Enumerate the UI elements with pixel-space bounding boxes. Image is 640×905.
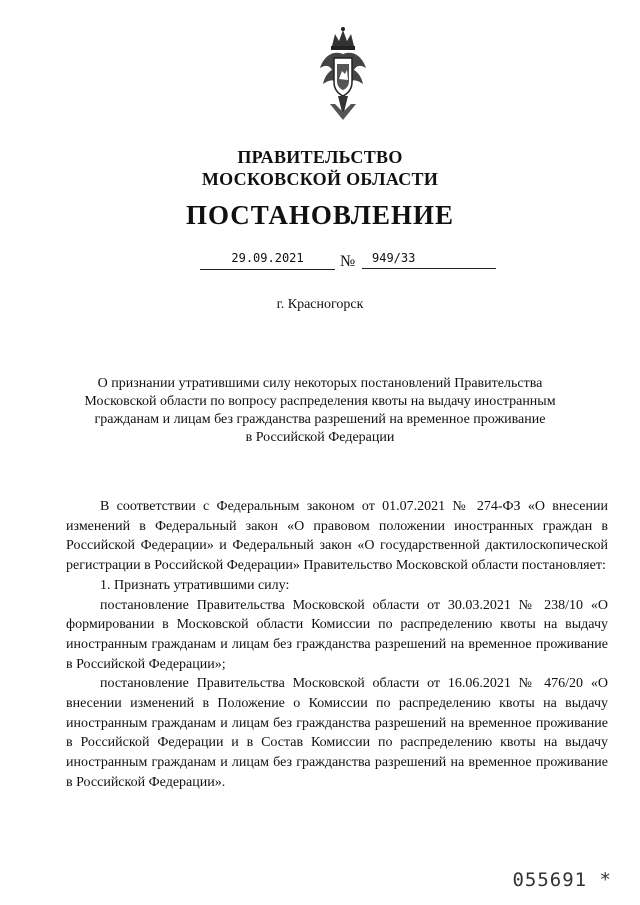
city: г. Красногорск	[276, 297, 364, 312]
item-1-paragraph: 1. Признать утратившими силу:	[100, 577, 290, 593]
government-name	[0, 146, 640, 190]
document-type: ПОСТАНОВЛЕНИЕ	[185, 200, 455, 230]
document-number: 949/33	[362, 249, 496, 269]
document-date: 29.09.2021	[200, 249, 335, 270]
title-line: О признании утратившими силу некоторых постановлений Правительства	[97, 376, 543, 391]
number-sign: №	[340, 253, 356, 270]
document-title	[70, 375, 570, 447]
coat-of-arms-emblem	[318, 24, 368, 124]
title-line: гражданам и лицам без гражданства разрешений на временное проживание	[94, 412, 546, 427]
serial-digits: 055691	[512, 869, 588, 891]
preamble-paragraph: В соответствии с Федеральным законом от 01.07.2021 № 274-ФЗ «О внесении изменений в Федеральный закон «О правовом положении иностранных граждан в Российской Федерации» и Федеральный закон «О государственной дактилоскопической регистрации в Российской Федерации» Правительство Московской области постановляет:	[66, 499, 608, 574]
title-line: в Российской Федерации	[245, 430, 395, 445]
org-line-2: МОСКОВСКОЙ ОБЛАСТИ	[201, 169, 439, 189]
org-line-1: ПРАВИТЕЛЬСТВО	[237, 147, 403, 167]
title-line: Московской области по вопросу распределения квоты на выдачу иностранным	[84, 394, 556, 409]
document-body	[66, 497, 608, 793]
serial-asterisk: *	[599, 869, 612, 891]
resolution-2-paragraph: постановление Правительства Московской области от 16.06.2021 № 476/20 «О внесении изменений в Положение о Комиссии по распределению квоты на выдачу иностранным гражданам и лицам без гражданства разрешений на временное проживание в Российской Федерации и в Состав Комиссии по распределению квоты на выдачу иностранным гражданам и лицам без гражданства разрешений на временное проживание в Российской Федерации».	[66, 676, 608, 790]
serial-number	[512, 869, 612, 891]
resolution-1-paragraph: постановление Правительства Московской области от 30.03.2021 № 238/10 «О формировании в Московской области Комиссии по распределению квоты на выдачу иностранным гражданам и лицам без гражданства разрешений на временное проживание в Российской Федерации»;	[66, 597, 608, 672]
